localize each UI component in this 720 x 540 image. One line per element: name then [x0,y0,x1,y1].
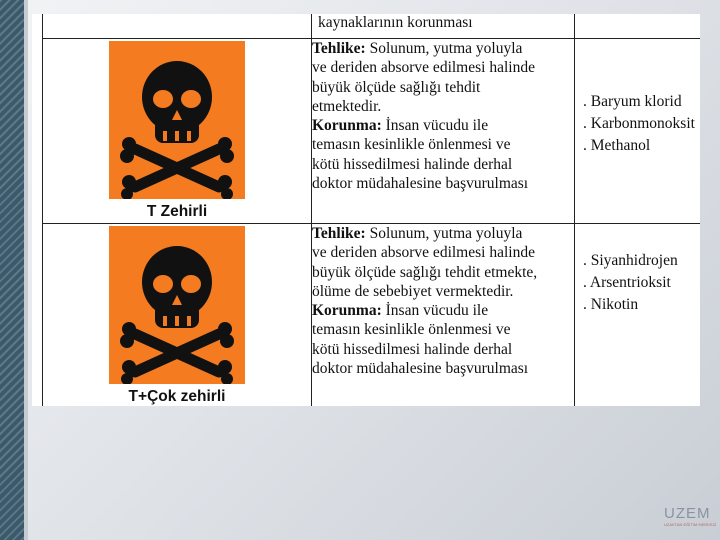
description-line: Korunma: İnsan vücudu ile [312,302,489,320]
description-line: temasın kesinlikle önlenmesi ve [312,136,511,154]
description-line: kötü hissedilmesi halinde derhal [312,340,513,358]
description-line: Tehlike: Solunum, yutma yoluyla [312,40,523,57]
skull-crossbones-icon [109,226,245,384]
table-row [43,224,701,407]
document-excerpt [32,14,700,406]
slide-edge [24,0,28,540]
description-line: temasın kesinlikle önlenmesi ve [312,321,511,339]
examples-cell [575,224,701,407]
table-row [43,39,701,224]
skull-crossbones-icon [109,41,245,199]
description-line: büyük ölçüde sağlığı tehdit [312,78,481,96]
description-line: etmektedir. [312,97,382,115]
description-line: ölüme de sebebiyet vermektedir. [312,282,514,300]
description-line: ve deriden absorve edilmesi halinde [312,244,535,262]
logo-text: UZEM [664,505,711,522]
example-item: . Methanol [583,137,651,154]
logo-subtitle: UZAKTAN EĞİTİM MERKEZİ [664,522,717,527]
uzem-logo [664,506,716,536]
description-line: büyük ölçüde sağlığı tehdit etmekte, [312,263,538,281]
example-item: . Nikotin [583,296,639,313]
examples-cell [575,39,701,224]
description-line: ve deriden absorve edilmesi halinde [312,59,535,77]
hazard-description-cell [312,224,575,407]
hazard-symbol-cell [43,39,312,224]
example-item: . Baryum klorid [583,93,682,110]
description-line: kötü hissedilmesi halinde derhal [312,155,513,173]
description-line: doktor müdahalesine başvurulması [312,175,529,193]
description-line: doktor müdahalesine başvurulması [312,360,529,378]
slide-decoration-bar [0,0,24,540]
description-line: Korunma: İnsan vücudu ile [312,117,489,135]
hazard-label: T+Çok zehirli [128,388,226,405]
previous-row-text: kaynaklarının korunması [318,14,473,31]
description-line: Tehlike: Solunum, yutma yoluyla [312,225,523,242]
table-row-previous [43,14,701,39]
hazard-symbol-cell [43,224,312,407]
example-item: . Karbonmonoksit [583,115,695,132]
example-item: . Siyanhidrojen [583,252,678,269]
hazard-description-cell [312,39,575,224]
example-item: . Arsentrioksit [583,274,671,291]
hazard-table [42,14,700,406]
hazard-label: T Zehirli [146,203,208,220]
